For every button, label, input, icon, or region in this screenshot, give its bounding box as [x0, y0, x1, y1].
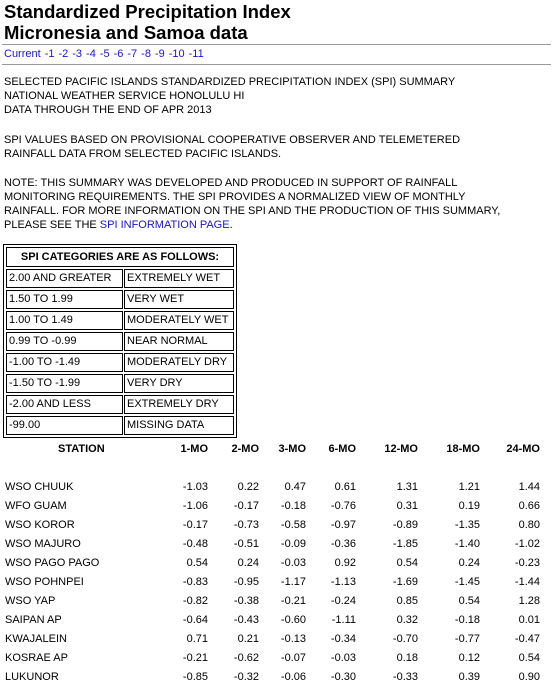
spi-value-18-mo: 0.19 — [458, 500, 480, 512]
page-title-line2: Micronesia and Samoa data — [4, 22, 248, 43]
table-row — [0, 670, 553, 689]
table-row — [0, 613, 553, 632]
spi-value-24-mo: -0.47 — [514, 633, 540, 645]
category-range: -2.00 AND LESS — [6, 395, 123, 414]
spi-value-18-mo: 1.21 — [458, 481, 480, 493]
spi-value-12-mo: -1.69 — [392, 576, 418, 588]
summary-header-block — [4, 75, 455, 117]
spi-value-2-mo: -0.17 — [233, 500, 259, 512]
station-name: WFO GUAM — [5, 500, 67, 512]
spi-value-24-mo: 0.80 — [518, 519, 540, 531]
spi-value-2-mo: -0.51 — [233, 538, 259, 550]
spi-value-3-mo: -0.06 — [280, 671, 306, 683]
spi-categories-table — [3, 244, 237, 438]
spi-value-1-mo: -0.83 — [182, 576, 208, 588]
spi-value-18-mo: -1.45 — [454, 576, 480, 588]
station-name: WSO CHUUK — [5, 481, 74, 493]
spi-value-24-mo: 0.01 — [518, 614, 540, 626]
title-divider — [2, 44, 551, 45]
spi-value-1-mo: -0.48 — [182, 538, 208, 550]
spi-value-3-mo: -0.13 — [280, 633, 306, 645]
spi-value-3-mo: -0.09 — [280, 538, 306, 550]
table-row — [0, 632, 553, 651]
spi-value-6-mo: -0.24 — [330, 595, 356, 607]
column-header-12-mo: 12-MO — [384, 443, 418, 455]
month-nav — [4, 48, 208, 61]
spi-value-12-mo: 0.85 — [396, 595, 418, 607]
category-label: MODERATELY WET — [124, 311, 234, 330]
spi-value-1-mo: 0.71 — [186, 633, 208, 645]
spi-value-12-mo: -0.89 — [392, 519, 418, 531]
spi-value-18-mo: 0.24 — [458, 557, 480, 569]
station-name: LUKUNOR — [5, 671, 59, 683]
station-name: WSO YAP — [5, 595, 56, 607]
spi-value-3-mo: -0.60 — [280, 614, 306, 626]
source-line: SPI VALUES BASED ON PROVISIONAL COOPERATIVE OBSERVER AND TELEMETERED — [4, 134, 461, 146]
note-line-suffix: . — [229, 219, 233, 231]
spi-value-1-mo: -1.06 — [182, 500, 208, 512]
spi-value-3-mo: -0.21 — [280, 595, 306, 607]
spi-value-24-mo: 1.44 — [518, 481, 540, 493]
category-label: VERY DRY — [124, 374, 234, 393]
nav-link-month-8[interactable]: -8 — [141, 48, 151, 60]
table-row — [0, 556, 553, 575]
summary-line: NATIONAL WEATHER SERVICE HONOLULU HI — [4, 90, 245, 102]
nav-link-current[interactable]: Current — [4, 48, 41, 60]
spi-value-3-mo: -0.03 — [280, 557, 306, 569]
column-header-2-mo: 2-MO — [231, 443, 259, 455]
category-label: MISSING DATA — [124, 416, 234, 435]
source-line: RAINFALL DATA FROM SELECTED PACIFIC ISLANDS. — [4, 148, 282, 160]
nav-link-month-6[interactable]: -6 — [113, 48, 124, 60]
spi-value-18-mo: 0.54 — [458, 595, 480, 607]
category-label: EXTREMELY DRY — [124, 395, 234, 414]
spi-value-12-mo: -1.85 — [392, 538, 418, 550]
category-range: 1.00 TO 1.49 — [6, 311, 123, 330]
spi-value-24-mo: -1.02 — [514, 538, 540, 550]
spi-value-3-mo: -0.18 — [280, 500, 306, 512]
nav-link-month-9[interactable]: -9 — [154, 48, 165, 60]
spi-value-6-mo: 0.61 — [334, 481, 356, 493]
summary-line: DATA THROUGH THE END OF APR 2013 — [4, 104, 212, 116]
spi-value-6-mo: -0.36 — [330, 538, 356, 550]
column-header-18-mo: 18-MO — [446, 443, 480, 455]
spi-value-2-mo: -0.38 — [233, 595, 259, 607]
spi-value-18-mo: -0.18 — [454, 614, 480, 626]
column-header-station: STATION — [58, 443, 105, 455]
spi-info-link[interactable]: SPI INFORMATION PAGE — [99, 219, 230, 231]
spi-value-12-mo: -0.33 — [392, 671, 418, 683]
category-range: -1.00 TO -1.49 — [6, 353, 123, 372]
category-range: 2.00 AND GREATER — [6, 269, 123, 288]
spi-value-18-mo: -1.35 — [454, 519, 480, 531]
note-block — [4, 176, 500, 232]
spi-value-2-mo: -0.95 — [233, 576, 259, 588]
table-row — [0, 537, 553, 556]
station-name: KWAJALEIN — [5, 633, 67, 645]
spi-value-18-mo: 0.39 — [458, 671, 480, 683]
category-label: EXTREMELY WET — [124, 269, 234, 288]
nav-link-month-7[interactable]: -7 — [127, 48, 138, 60]
spi-value-12-mo: -0.70 — [392, 633, 418, 645]
note-line-prefix: PLEASE SEE THE — [4, 219, 100, 231]
page-title-line1: Standardized Precipitation Index — [4, 1, 291, 22]
column-header-1-mo: 1-MO — [180, 443, 208, 455]
spi-value-2-mo: 0.24 — [237, 557, 259, 569]
spi-value-2-mo: -0.62 — [233, 652, 259, 664]
nav-link-month-3[interactable]: -3 — [72, 48, 83, 60]
station-name: WSO MAJURO — [5, 538, 81, 550]
spi-value-1-mo: -0.64 — [182, 614, 208, 626]
spi-value-6-mo: -0.03 — [330, 652, 356, 664]
category-range: 1.50 TO 1.99 — [6, 290, 123, 309]
note-line: MONITORING REQUIREMENTS. THE SPI PROVIDES A NORMALIZED VIEW OF MONTHLY — [4, 191, 466, 203]
spi-value-24-mo: 1.28 — [518, 595, 540, 607]
spi-value-24-mo: 0.66 — [518, 500, 540, 512]
spi-value-2-mo: 0.22 — [237, 481, 259, 493]
spi-value-24-mo: -0.23 — [514, 557, 540, 569]
spi-value-1-mo: 0.54 — [186, 557, 208, 569]
spi-value-2-mo: -0.73 — [233, 519, 259, 531]
station-name: WSO PAGO PAGO — [5, 557, 100, 569]
nav-link-month-4[interactable]: -4 — [86, 48, 96, 60]
station-name: WSO KOROR — [5, 519, 75, 531]
category-range: -99.00 — [6, 416, 123, 435]
column-header-24-mo: 24-MO — [506, 443, 540, 455]
column-header-3-mo: 3-MO — [278, 443, 306, 455]
spi-value-18-mo: -0.77 — [454, 633, 480, 645]
table-row — [0, 594, 553, 613]
spi-value-3-mo: -0.07 — [280, 652, 306, 664]
spi-value-2-mo: -0.43 — [233, 614, 259, 626]
spi-value-1-mo: -0.17 — [182, 519, 208, 531]
table-row — [0, 575, 553, 594]
table-row — [0, 651, 553, 670]
spi-value-3-mo: 0.47 — [284, 481, 306, 493]
spi-value-3-mo: -0.58 — [280, 519, 306, 531]
spi-value-6-mo: -0.30 — [330, 671, 356, 683]
spi-value-1-mo: -0.82 — [182, 595, 208, 607]
nav-link-month-5[interactable]: -5 — [99, 48, 110, 60]
spi-value-6-mo: 0.92 — [334, 557, 356, 569]
nav-link-month-2[interactable]: -2 — [58, 48, 69, 60]
spi-value-2-mo: -0.32 — [233, 671, 259, 683]
category-label: VERY WET — [124, 290, 234, 309]
table-row — [0, 480, 553, 499]
page-title — [4, 1, 291, 43]
spi-value-18-mo: 0.12 — [458, 652, 480, 664]
spi-value-18-mo: -1.40 — [454, 538, 480, 550]
station-name: SAIPAN AP — [5, 614, 62, 626]
spi-value-6-mo: -0.76 — [330, 500, 356, 512]
station-name: KOSRAE AP — [5, 652, 68, 664]
spi-value-12-mo: 0.32 — [396, 614, 418, 626]
spi-value-12-mo: 0.54 — [396, 557, 418, 569]
category-label: NEAR NORMAL — [124, 332, 234, 351]
spi-value-2-mo: 0.21 — [237, 633, 259, 645]
spi-value-6-mo: -1.13 — [330, 576, 356, 588]
spi-value-12-mo: 0.31 — [396, 500, 418, 512]
spi-value-24-mo: -1.44 — [514, 576, 540, 588]
spi-value-1-mo: -0.21 — [182, 652, 208, 664]
note-line: NOTE: THIS SUMMARY WAS DEVELOPED AND PRODUCED IN SUPPORT OF RAINFALL — [4, 177, 458, 189]
note-line: RAINFALL. FOR MORE INFORMATION ON THE SPI AND THE PRODUCTION OF THIS SUMMARY, — [4, 205, 501, 217]
spi-value-3-mo: -1.17 — [280, 576, 306, 588]
nav-link-month-10[interactable]: -10 — [168, 48, 185, 60]
category-label: MODERATELY DRY — [124, 353, 234, 372]
spi-categories-header: SPI CATEGORIES ARE AS FOLLOWS: — [6, 247, 234, 267]
nav-link-month-11[interactable]: -11 — [188, 48, 204, 60]
spi-value-6-mo: -0.34 — [330, 633, 356, 645]
spi-value-12-mo: 0.18 — [396, 652, 418, 664]
category-range: -1.50 TO -1.99 — [6, 374, 123, 393]
spi-value-6-mo: -1.11 — [331, 614, 356, 626]
column-header-6-mo: 6-MO — [328, 443, 356, 455]
category-range: 0.99 TO -0.99 — [6, 332, 123, 351]
table-row — [0, 499, 553, 518]
spi-value-6-mo: -0.97 — [330, 519, 356, 531]
spi-value-12-mo: 1.31 — [396, 481, 418, 493]
spi-value-1-mo: -0.85 — [182, 671, 208, 683]
nav-link-month-1[interactable]: -1 — [44, 48, 55, 60]
summary-line: SELECTED PACIFIC ISLANDS STANDARDIZED PRECIPITATION INDEX (SPI) SUMMARY — [4, 76, 456, 88]
data-source-block — [4, 133, 460, 161]
station-name: WSO POHNPEI — [5, 576, 84, 588]
nav-divider — [2, 64, 551, 65]
table-row — [0, 518, 553, 537]
spi-value-1-mo: -1.03 — [182, 481, 208, 493]
spi-value-24-mo: 0.90 — [518, 671, 540, 683]
spi-value-24-mo: 0.54 — [518, 652, 540, 664]
